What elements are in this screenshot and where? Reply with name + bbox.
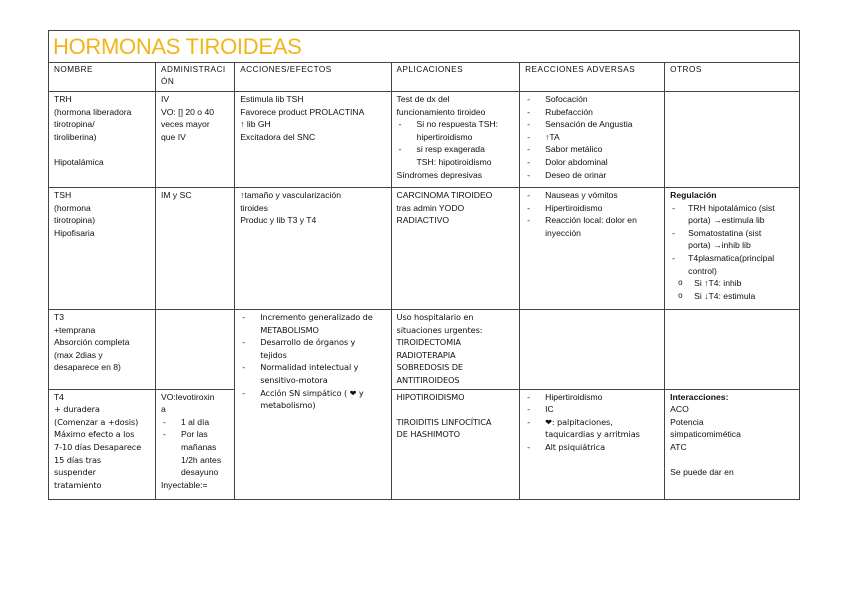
cell-nombre bbox=[49, 310, 156, 390]
text-line: - Reacción local: dolor en bbox=[545, 215, 637, 226]
text-line bbox=[397, 403, 515, 416]
header-otros: OTROS bbox=[665, 63, 800, 92]
header-aplicaciones: APLICACIONES bbox=[391, 63, 520, 92]
text-line: ATC bbox=[670, 441, 687, 452]
text-line: - Acción SN simpático ( ❤ y bbox=[260, 387, 364, 398]
cell-reacciones bbox=[520, 92, 665, 188]
cell-administracion bbox=[155, 310, 234, 390]
bullet-list bbox=[525, 391, 659, 454]
bullet-list bbox=[525, 189, 659, 239]
table-row-t4 bbox=[49, 389, 800, 499]
text-line: TSH: hipotiroidismo bbox=[416, 156, 492, 167]
text-line: - si resp exagerada bbox=[416, 144, 485, 155]
text-line: T4 bbox=[54, 391, 65, 402]
text-line: - Hipertiroidismo bbox=[545, 391, 603, 402]
text-line: HIPOTIROIDISMO bbox=[396, 391, 465, 402]
text-line: - IC bbox=[545, 404, 554, 415]
text-line: (Comenzar a +dosis) bbox=[54, 416, 139, 427]
text-line: tirotropina) bbox=[54, 215, 96, 226]
text-line: desayuno bbox=[180, 467, 219, 478]
list-item bbox=[525, 202, 659, 215]
text-line: - Incremento generalizado de bbox=[260, 312, 373, 322]
text-line: Favorece product PROLACTINA bbox=[240, 106, 365, 117]
text-line: +temprana bbox=[54, 324, 96, 335]
hormones-table bbox=[48, 30, 800, 500]
cell-administracion bbox=[155, 92, 234, 188]
text-line: TIROIDITIS LINFOCÍTICA bbox=[396, 416, 492, 427]
text-line: - Somatostatina (sist bbox=[688, 227, 762, 238]
text-line: RADIACTIVO bbox=[396, 215, 450, 226]
text-line: funcionamiento tiroideo bbox=[396, 106, 486, 117]
text-line: TSH bbox=[54, 190, 72, 200]
text-line: 1/2h antes bbox=[180, 454, 222, 465]
text-line: - Desarrollo de órganos y bbox=[260, 337, 356, 348]
list-item: o Si ↓T4: estimula bbox=[676, 290, 794, 303]
header-row bbox=[49, 63, 800, 92]
list-item: - Sofocación bbox=[525, 93, 659, 106]
cell-otros bbox=[665, 389, 800, 499]
header-nombre: NOMBRE bbox=[49, 63, 156, 92]
text-line: simpaticomimética bbox=[670, 429, 741, 440]
text-line: Hipofisaria bbox=[54, 227, 95, 238]
text-line: situaciones urgentes: bbox=[396, 324, 483, 335]
list-item bbox=[240, 387, 385, 412]
sub-bullet-list bbox=[670, 277, 794, 302]
cell-aplicaciones bbox=[391, 92, 520, 188]
cell-reacciones bbox=[520, 310, 665, 390]
document-sheet bbox=[48, 30, 800, 500]
text-line: METABOLISMO bbox=[260, 324, 319, 335]
text-line: (max 2dias y bbox=[54, 349, 103, 360]
text-line: Máximo efecto a los bbox=[54, 429, 135, 440]
text-line: SOBREDOSIS DE bbox=[396, 362, 464, 373]
text-line: que IV bbox=[160, 131, 186, 142]
list-item bbox=[397, 118, 515, 143]
text-line: Excitadora del SNC bbox=[240, 131, 316, 142]
list-item bbox=[670, 227, 794, 252]
text-line: TIROIDECTOMIA bbox=[396, 337, 461, 348]
text-line: inyección bbox=[545, 227, 581, 238]
text-line: ↑ lib GH bbox=[240, 119, 271, 130]
text-line: veces mayor bbox=[160, 119, 210, 130]
text-line: Hipotalámica bbox=[54, 156, 104, 167]
text-line: - Nauseas y vómitos bbox=[545, 190, 618, 200]
text-line: Se puede dar en bbox=[670, 467, 734, 478]
cell-otros bbox=[665, 188, 800, 310]
text-line: RADIOTERAPIA bbox=[396, 349, 456, 360]
table-row-tsh bbox=[49, 188, 800, 310]
list-item bbox=[161, 428, 229, 478]
text-line: Estimula lib TSH bbox=[240, 94, 304, 104]
cell-acciones bbox=[235, 188, 391, 310]
cell-aplicaciones bbox=[391, 188, 520, 310]
bullet-list bbox=[161, 416, 229, 479]
cell-nombre bbox=[49, 92, 156, 188]
list-item bbox=[525, 214, 659, 239]
text-line: - Si no respuesta TSH: bbox=[416, 119, 499, 130]
list-item bbox=[670, 252, 794, 277]
text-line: + duradera bbox=[54, 404, 100, 415]
text-line: mañanas bbox=[180, 441, 217, 452]
text-line: metabolismo) bbox=[260, 400, 316, 411]
text-line: control) bbox=[688, 265, 717, 276]
text-line: VO: [] 20 o 40 bbox=[160, 106, 215, 117]
text-line: - Alt psiquiátrica bbox=[545, 441, 605, 452]
text-line: IV bbox=[160, 94, 170, 104]
list-item: - Sabor metálico bbox=[525, 143, 659, 156]
cell-otros bbox=[665, 310, 800, 390]
text-line: tirotropina/ bbox=[54, 119, 95, 130]
interacciones-heading: Interacciones: bbox=[670, 391, 729, 402]
text-line: ACO bbox=[670, 404, 689, 415]
text-line: suspender bbox=[54, 467, 96, 478]
list-item: o Si ↑T4: inhib bbox=[676, 277, 794, 290]
cell-administracion bbox=[155, 188, 234, 310]
list-item bbox=[525, 189, 659, 202]
bullet-list bbox=[397, 118, 515, 168]
text-line: desaparece en 8) bbox=[54, 362, 121, 373]
list-item bbox=[240, 336, 385, 361]
text-line: IM y SC bbox=[160, 190, 192, 200]
text-line: - Normalidad intelectual y bbox=[260, 362, 359, 373]
list-item bbox=[670, 202, 794, 227]
text-line: tras admin YODO bbox=[396, 202, 465, 213]
list-item bbox=[525, 403, 659, 416]
cell-acciones bbox=[235, 310, 391, 500]
text-line: tratamiento bbox=[54, 479, 102, 490]
bullet-list bbox=[670, 202, 794, 278]
list-item bbox=[240, 361, 385, 386]
text-line: Uso hospitalario en bbox=[396, 312, 474, 322]
cell-aplicaciones bbox=[391, 389, 520, 499]
cell-reacciones bbox=[520, 188, 665, 310]
text-line: ↑tamaño y vascularización bbox=[240, 190, 341, 200]
regulacion-heading: Regulación bbox=[670, 190, 717, 200]
title-cell bbox=[49, 31, 800, 63]
list-item bbox=[525, 391, 659, 404]
cell-otros bbox=[665, 92, 800, 188]
text-line: - Por las bbox=[180, 429, 208, 440]
bullet-list bbox=[525, 93, 659, 181]
text-line: Test de dx del bbox=[396, 94, 450, 104]
cell-acciones bbox=[235, 92, 391, 188]
text-line: - Hipertiroidismo bbox=[545, 202, 603, 213]
cell-nombre bbox=[49, 389, 156, 499]
list-item bbox=[161, 416, 229, 429]
table-row-t3 bbox=[49, 310, 800, 390]
text-line: taquicardias y arritmias bbox=[545, 429, 640, 440]
text-line: Produc y lib T3 y T4 bbox=[240, 215, 317, 226]
text-line: 15 días tras bbox=[54, 454, 102, 465]
text-line: tejidos bbox=[260, 349, 287, 360]
list-item bbox=[397, 143, 515, 168]
cell-nombre bbox=[49, 188, 156, 310]
header-acciones: ACCIONES/EFECTOS bbox=[235, 63, 391, 92]
list-item bbox=[525, 416, 659, 441]
text-line: - TRH hipotalámico (sist bbox=[688, 202, 775, 213]
text-line: Síndromes depresivas bbox=[396, 169, 483, 180]
cell-reacciones bbox=[520, 389, 665, 499]
list-item: - Dolor abdominal bbox=[525, 156, 659, 169]
text-line: hipertiroidismo bbox=[416, 131, 473, 142]
text-line bbox=[670, 454, 794, 467]
text-line: CARCINOMA TIROIDEO bbox=[396, 190, 493, 200]
header-admin-part: ADMINISTRACI bbox=[160, 65, 226, 74]
bullet-list bbox=[240, 311, 385, 412]
text-line: Potencia bbox=[670, 416, 704, 427]
text-line: T3 bbox=[54, 312, 65, 322]
text-line: VO:levotiroxin bbox=[160, 391, 215, 402]
text-line: sensitivo-motora bbox=[260, 374, 328, 385]
table-row-trh bbox=[49, 92, 800, 188]
list-item bbox=[525, 441, 659, 454]
text-line: porta) →inhib lib bbox=[688, 240, 751, 251]
text-line: a bbox=[160, 404, 166, 415]
cell-administracion bbox=[155, 389, 234, 499]
text-line: 7-10 días Desaparece bbox=[54, 441, 142, 452]
text-line: - 1 al día bbox=[180, 416, 210, 427]
text-line: - T4plasmatica(principal bbox=[688, 252, 775, 263]
list-item bbox=[240, 311, 385, 336]
text-line: - ❤: palpitaciones, bbox=[545, 416, 613, 427]
header-administracion bbox=[155, 63, 234, 92]
list-item: - Rubefacción bbox=[525, 106, 659, 119]
text-line: tiroliberina) bbox=[54, 131, 97, 142]
text-line: ANTITIROIDEOS bbox=[396, 374, 460, 385]
text-line: tiroides bbox=[240, 202, 268, 213]
text-line: porta) →estimula lib bbox=[688, 215, 765, 226]
text-line: TRH bbox=[54, 94, 72, 104]
page-title: HORMONAS TIROIDEAS bbox=[53, 33, 302, 59]
list-item: - Deseo de orinar bbox=[525, 169, 659, 182]
text-line bbox=[54, 143, 150, 156]
cell-aplicaciones bbox=[391, 310, 520, 390]
text-line: Absorción completa bbox=[54, 337, 130, 348]
text-line: Inyectable:= bbox=[160, 479, 208, 490]
text-line: (hormona liberadora bbox=[54, 106, 132, 117]
header-reacciones: REACCIONES ADVERSAS bbox=[520, 63, 665, 92]
text-line: DE HASHIMOTO bbox=[396, 429, 460, 440]
header-admin-part: ÓN bbox=[160, 77, 175, 86]
list-item: - Sensación de Angustia bbox=[525, 118, 659, 131]
list-item: - ↑TA bbox=[525, 131, 659, 144]
text-line: (hormona bbox=[54, 202, 91, 213]
